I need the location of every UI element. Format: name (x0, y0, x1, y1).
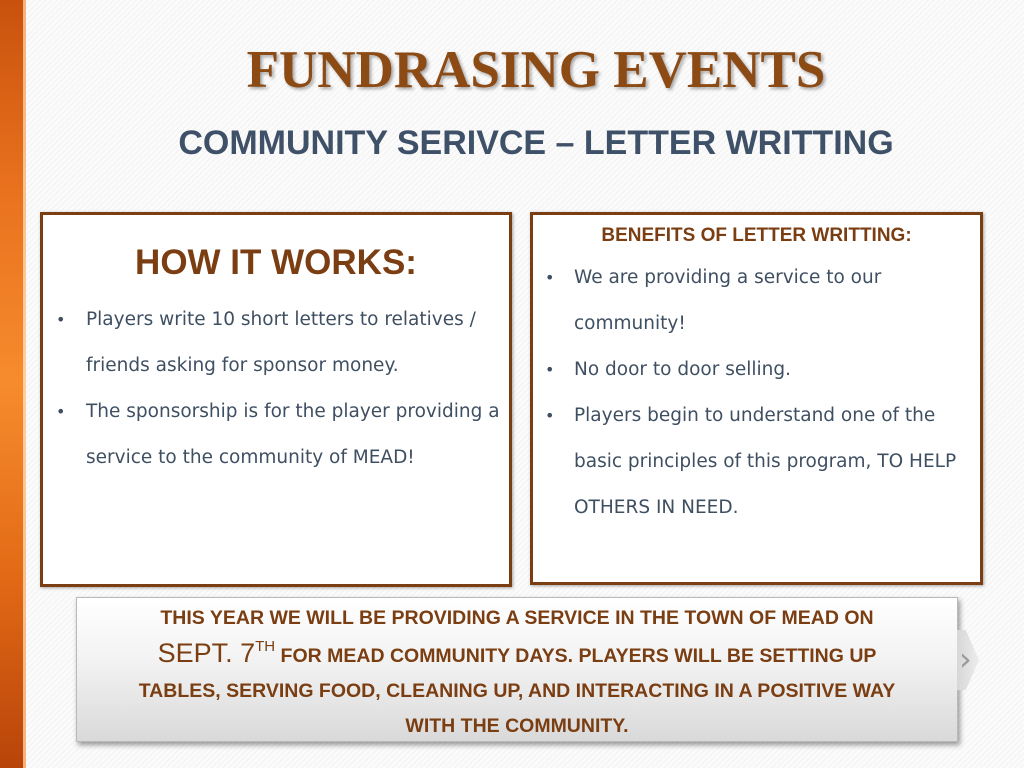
banner-line-2-text: FOR MEAD COMMUNITY DAYS. PLAYERS WILL BE SETTING UP (275, 645, 877, 667)
list-item-text: No door to door selling. (574, 359, 792, 380)
bullet-icon: • (545, 268, 555, 287)
list-item-text: Players write 10 short letters to relatives / friends asking for sponsor money. (86, 309, 476, 376)
benefits-heading: BENEFITS OF LETTER WRITTING: (601, 225, 912, 246)
slide-subtitle: COMMUNITY SERIVCE – LETTER WRITTING (178, 124, 894, 162)
banner-line-4: WITH THE COMMUNITY. (405, 715, 629, 737)
how-it-works-list (43, 297, 509, 481)
bullet-icon: • (545, 360, 555, 379)
banner-date: SEPT. 7 (157, 638, 256, 668)
banner-line-1: THIS YEAR WE WILL BE PROVIDING A SERVICE IN THE TOWN OF MEAD ON (160, 607, 874, 629)
banner-date-suffix: TH (255, 638, 276, 655)
bullet-icon: • (56, 402, 66, 421)
list-item-text: Players begin to understand one of the basic principles of this program, TO HELP OTHERS IN NEED. (574, 405, 957, 518)
slide-title: FUNDRASING EVENTS (246, 41, 826, 99)
bullet-icon: • (56, 310, 66, 329)
benefits-box (530, 212, 983, 585)
list-item (533, 347, 980, 393)
list-item (533, 393, 980, 531)
list-item-text: The sponsorship is for the player providing a service to the community of MEAD! (86, 401, 500, 468)
benefits-list (533, 255, 980, 531)
side-accent-bar (0, 0, 26, 768)
list-item (43, 297, 509, 389)
chevron-right-icon[interactable] (957, 630, 979, 690)
how-it-works-box (40, 212, 512, 587)
announcement-banner (76, 597, 958, 742)
how-it-works-heading: HOW IT WORKS: (135, 243, 417, 282)
bullet-icon: • (545, 406, 555, 425)
banner-line-2 (77, 636, 957, 674)
banner-line-3: TABLES, SERVING FOOD, CLEANING UP, AND INTERACTING IN A POSITIVE WAY (138, 680, 896, 702)
list-item-text: We are providing a service to our community! (574, 267, 882, 334)
list-item (43, 389, 509, 481)
list-item (533, 255, 980, 347)
